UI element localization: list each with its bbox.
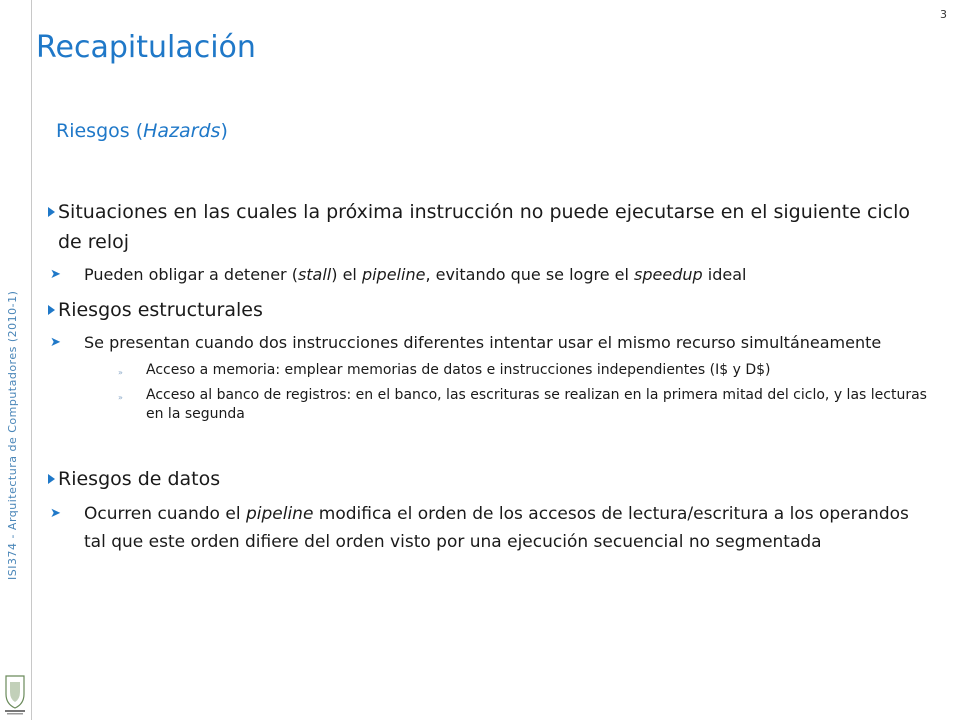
small-arrow-bullet-icon: » xyxy=(118,368,123,377)
sub-sub-bullet-text: Acceso al banco de registros: en el banco, las escrituras se realizan en la primera mitad del ciclo, y las lecturas en la segunda xyxy=(146,387,927,422)
sub-bullet-text: Se presentan cuando dos instrucciones diferentes intentar usar el mismo recurso simultáneamente xyxy=(84,333,882,352)
sub-bullet-text: Pueden obligar a detener (stall) el pipeline, evitando que se logre el speedup ideal xyxy=(84,265,747,284)
triangle-bullet-icon xyxy=(48,305,55,315)
sub-bullet-item xyxy=(48,500,928,556)
triangle-bullet-icon xyxy=(48,474,55,484)
slide-subtitle: Riesgos (Hazards) xyxy=(56,120,228,142)
sub-sub-bullet-item xyxy=(48,361,928,380)
university-logo xyxy=(2,672,28,716)
sub-sub-bullet-item xyxy=(48,386,928,424)
sub-bullet-text: Ocurren cuando el pipeline modifica el orden de los accesos de lectura/escritura a los operandos tal que este orden difiere del orden visto por una ejecución secuencial no segmentada xyxy=(84,504,909,552)
slide-content xyxy=(48,197,928,556)
sidebar xyxy=(0,0,32,720)
arrow-bullet-icon: ➤ xyxy=(50,506,61,521)
sub-bullet-item xyxy=(48,263,928,287)
arrow-bullet-icon: ➤ xyxy=(50,335,61,350)
slide-title: Recapitulación xyxy=(36,30,256,65)
small-arrow-bullet-icon: » xyxy=(118,393,123,402)
bullet-item xyxy=(48,464,928,494)
bullet-text: Situaciones en las cuales la próxima instrucción no puede ejecutarse en el siguiente ciclo de reloj xyxy=(58,201,911,253)
bullet-text: Riesgos de datos xyxy=(58,468,221,490)
sub-bullet-item xyxy=(48,331,928,355)
course-label: ISI374 - Arquitectura de Computadores (2010-1) xyxy=(6,290,19,580)
sub-sub-bullet-text: Acceso a memoria: emplear memorias de datos e instrucciones independientes (I$ y D$) xyxy=(146,362,771,378)
bullet-item xyxy=(48,295,928,325)
page-number: 3 xyxy=(940,8,947,21)
triangle-bullet-icon xyxy=(48,207,55,217)
bullet-item xyxy=(48,197,928,257)
bullet-text: Riesgos estructurales xyxy=(58,299,263,321)
arrow-bullet-icon: ➤ xyxy=(50,267,61,282)
